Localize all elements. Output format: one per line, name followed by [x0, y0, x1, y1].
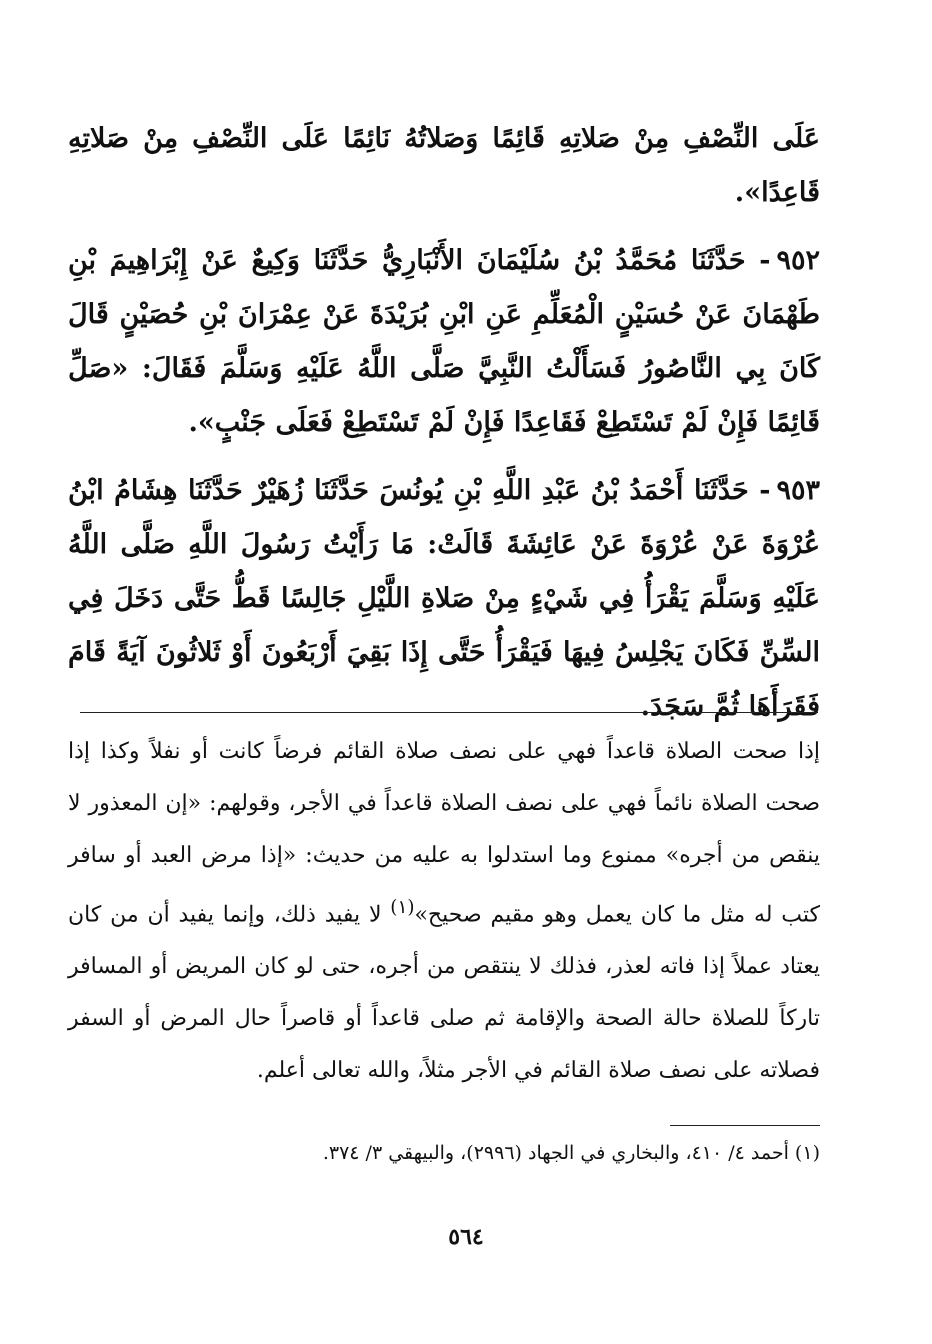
commentary-paragraph [68, 726, 820, 1097]
footnote-divider [670, 1125, 820, 1126]
hadith-952 [68, 234, 820, 450]
hadith-953 [68, 464, 820, 734]
commentary-block [68, 726, 820, 1097]
commentary-text-part2: لا يفيد ذلك، وإنما يفيد أن من كان يعتاد عملاً إذا فاته لعذر، فذلك لا ينتقص من أجره، حتى لو كان المريض أو المسافر تاركاً للصلاة حالة الصحة والإقامة ثم صلى قاعداً أو قاصراً حال المرض أو السفر فصلاته على نصف صلاة القائم في الأجر مثلاً، والله تعالى أعلم. [68, 902, 820, 1084]
footnote-1: (١) أحمد ٤/ ٤١٠، والبخاري في الجهاد (٢٩٩٦)، والبيهقي ٣/ ٣٧٤. [322, 1142, 820, 1164]
hadith-text-block [68, 112, 820, 734]
page-number: ٥٦٤ [448, 1224, 484, 1250]
footnote-reference: (١) [390, 897, 415, 918]
continuation-paragraph: عَلَى النِّصْفِ مِنْ صَلاتِهِ قَائِمًا وَصَلاتُهُ نَائِمًا عَلَى النِّصْفِ مِنْ صَلاتِهِ قَاعِدًا». [68, 123, 820, 208]
commentary-text-part1: إذا صحت الصلاة قاعداً فهي على نصف صلاة القائم فرضاً كانت أو نفلاً وكذا إذا صحت الصلاة نائماً فهي على نصف الصلاة قاعداً في الأجر، وقولهم: «إن المعذور لا ينقص من أجره» ممنوع وما استدلوا به عليه من حديث: «إذا مرض العبد أو سافر كتب له مثل ما كان يعمل وهو مقيم صحيح» [68, 739, 820, 928]
hadith-number: ٩٥٢ [776, 245, 820, 276]
hadith-body: - حَدَّثَنَا أَحْمَدُ بْنُ عَبْدِ اللَّهِ بْنِ يُونُسَ حَدَّثَنَا زُهَيْرٌ حَدَّثَنَا هِشَامُ ابْنُ عُرْوَةَ عَنْ عُرْوَةَ عَنْ عَائِشَةَ قَالَتْ: مَا رَأَيْتُ رَسُولَ اللَّهِ صَلَّى اللَّهُ عَلَيْهِ وَسَلَّمَ يَقْرَأُ فِي شَيْءٍ مِنْ صَلاةِ اللَّيْلِ جَالِسًا قَطُّ حَتَّى دَخَلَ فِي السِّنِّ فَكَانَ يَجْلِسُ فِيهَا فَيَقْرَأُ حَتَّى إِذَا بَقِيَ أَرْبَعُونَ أَوْ ثَلاثُونَ آيَةً قَامَ فَقَرَأَهَا ثُمَّ سَجَدَ. [68, 475, 820, 722]
hadith-number: ٩٥٣ [776, 475, 820, 506]
hadith-body: - حَدَّثَنَا مُحَمَّدُ بْنُ سُلَيْمَانَ الأَنْبَارِيُّ حَدَّثَنَا وَكِيعٌ عَنْ إِبْرَاهِيمَ بْنِ طَهْمَانَ عَنْ حُسَيْنٍ الْمُعَلِّمِ عَنِ ابْنِ بُرَيْدَةَ عَنْ عِمْرَانَ بْنِ حُصَيْنٍ قَالَ كَانَ بِي النَّاصُورُ فَسَأَلْتُ النَّبِيَّ صَلَّى اللَّهُ عَلَيْهِ وَسَلَّمَ فَقَالَ: «صَلِّ قَائِمًا فَإِنْ لَمْ تَسْتَطِعْ فَقَاعِدًا فَإِنْ لَمْ تَسْتَطِعْ فَعَلَى جَنْبٍ». [68, 245, 820, 438]
commentary-divider [80, 712, 818, 713]
footnotes-block [68, 1138, 820, 1168]
